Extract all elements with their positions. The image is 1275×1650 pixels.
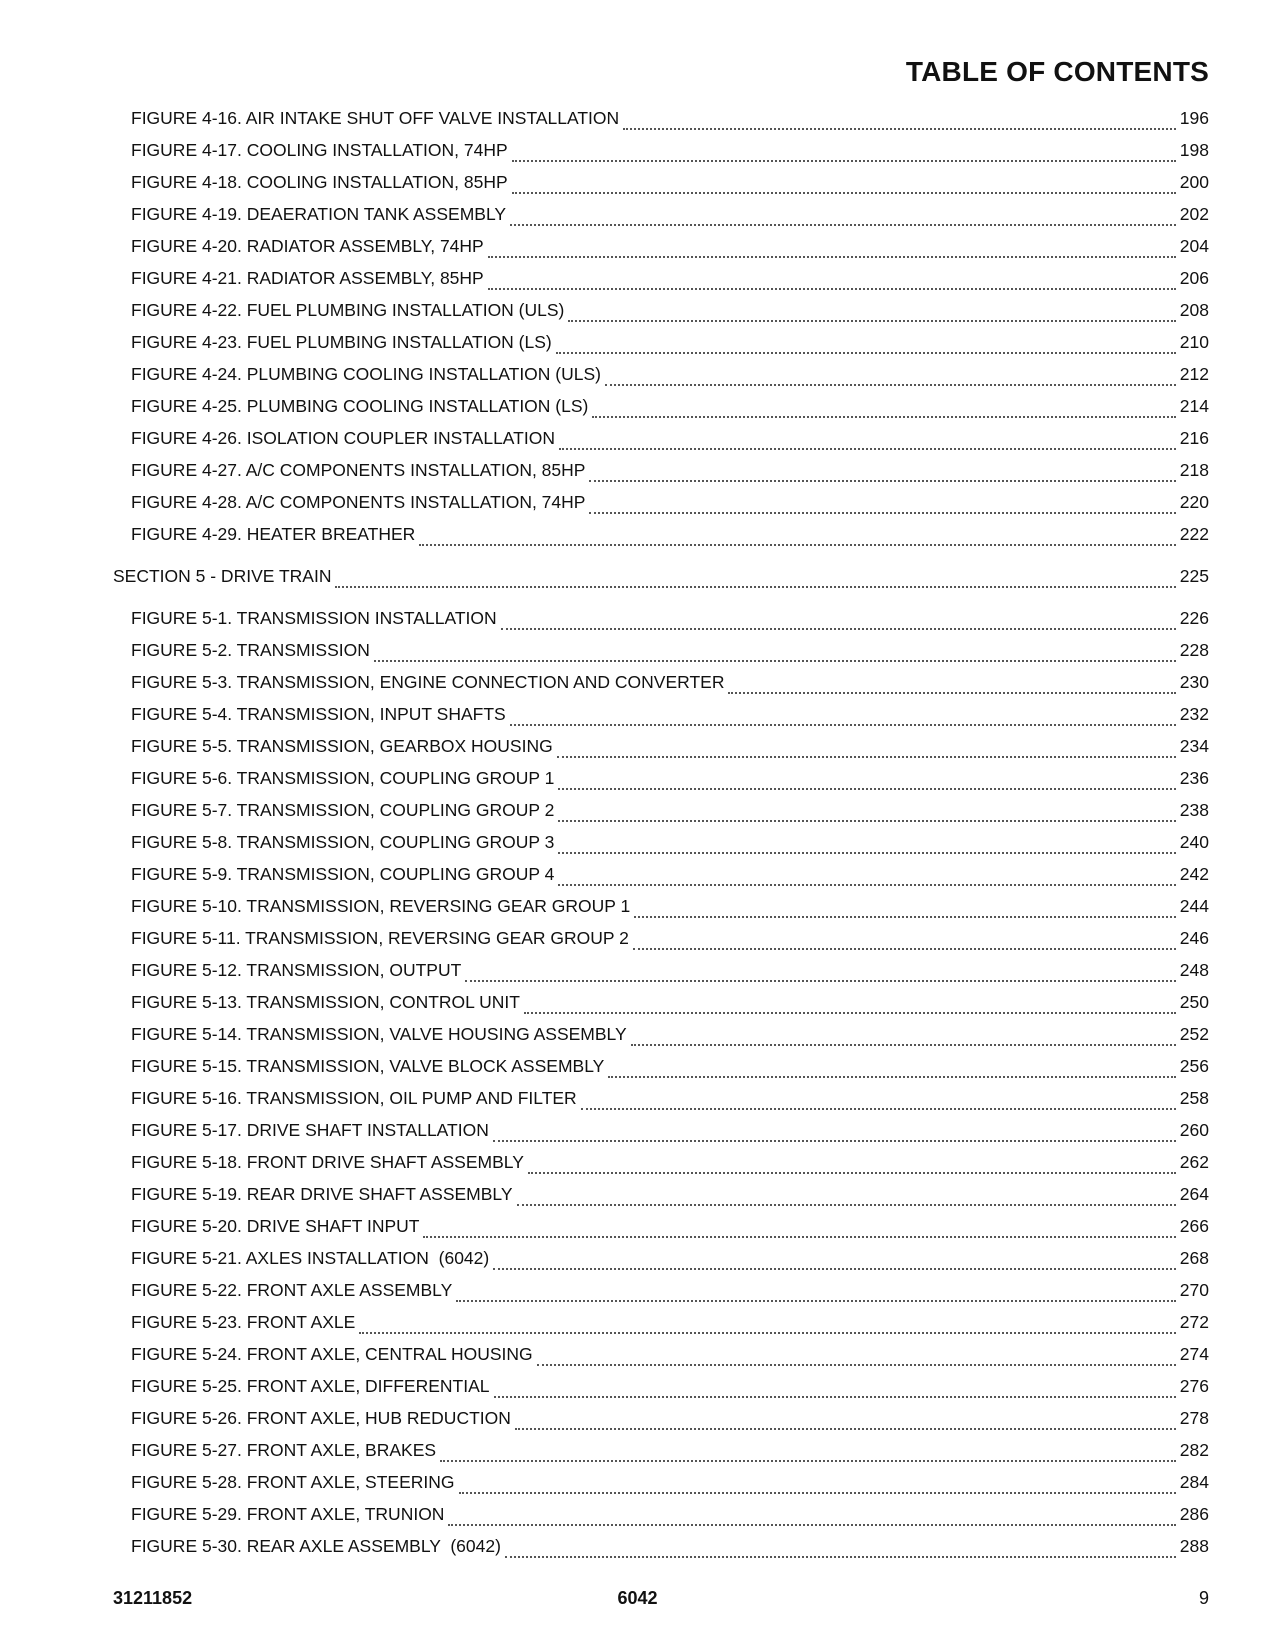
toc-dot-leader <box>524 1012 1176 1014</box>
toc-entry-page: 274 <box>1179 1344 1209 1364</box>
toc-entry-title: FIGURE 5-26. FRONT AXLE, HUB REDUCTION <box>131 1408 511 1428</box>
toc-entry-title: FIGURE 4-27. A/C COMPONENTS INSTALLATION, 85HP <box>131 460 586 480</box>
toc-dot-leader <box>634 916 1176 918</box>
toc-figure-row[interactable] <box>0 864 1275 896</box>
footer-part-number: 31211852 <box>113 1588 193 1608</box>
toc-entry-page: 198 <box>1179 140 1209 160</box>
toc-entry-title: FIGURE 5-18. FRONT DRIVE SHAFT ASSEMBLY <box>131 1152 524 1172</box>
toc-dot-leader <box>459 1492 1176 1494</box>
toc-entry-title: FIGURE 5-23. FRONT AXLE <box>131 1312 356 1332</box>
toc-entry-title: FIGURE 4-18. COOLING INSTALLATION, 85HP <box>131 172 508 192</box>
toc-figure-row[interactable] <box>0 1536 1275 1568</box>
toc-dot-leader <box>512 160 1176 162</box>
toc-figure-row[interactable] <box>0 1120 1275 1152</box>
toc-entry-title: FIGURE 4-16. AIR INTAKE SHUT OFF VALVE INSTALLATION <box>131 108 620 128</box>
toc-entry-title: FIGURE 5-19. REAR DRIVE SHAFT ASSEMBLY <box>131 1184 513 1204</box>
toc-dot-leader <box>335 586 1175 588</box>
toc-entry-title: FIGURE 5-11. TRANSMISSION, REVERSING GEAR GROUP 2 <box>131 928 629 948</box>
footer-page-number: 9 <box>1198 1588 1209 1608</box>
toc-figure-row[interactable] <box>0 672 1275 704</box>
toc-entry-page: 260 <box>1179 1120 1209 1140</box>
toc-figure-row[interactable] <box>0 460 1275 492</box>
toc-figure-row[interactable] <box>0 364 1275 396</box>
toc-dot-leader <box>558 820 1175 822</box>
toc-figure-row[interactable] <box>0 332 1275 364</box>
toc-entry-page: 222 <box>1179 524 1209 544</box>
toc-entry-title: FIGURE 5-27. FRONT AXLE, BRAKES <box>131 1440 437 1460</box>
toc-entry-title: FIGURE 5-10. TRANSMISSION, REVERSING GEAR GROUP 1 <box>131 896 631 916</box>
toc-dot-leader <box>558 788 1175 790</box>
toc-dot-leader <box>456 1300 1176 1302</box>
toc-figure-row[interactable] <box>0 204 1275 236</box>
toc-dot-leader <box>581 1108 1176 1110</box>
toc-entry-title: FIGURE 5-4. TRANSMISSION, INPUT SHAFTS <box>131 704 506 724</box>
toc-figure-row[interactable] <box>0 1216 1275 1248</box>
toc-dot-leader <box>494 1396 1176 1398</box>
toc-entry-title: FIGURE 5-22. FRONT AXLE ASSEMBLY <box>131 1280 453 1300</box>
toc-dot-leader <box>419 544 1176 546</box>
toc-figure-row[interactable] <box>0 1440 1275 1472</box>
toc-entry-title: FIGURE 5-25. FRONT AXLE, DIFFERENTIAL <box>131 1376 490 1396</box>
toc-entry-page: 232 <box>1179 704 1209 724</box>
toc-entry-title: FIGURE 4-29. HEATER BREATHER <box>131 524 416 544</box>
toc-figure-row[interactable] <box>0 140 1275 172</box>
toc-entry-title: FIGURE 4-28. A/C COMPONENTS INSTALLATION, 74HP <box>131 492 586 512</box>
toc-entry-page: 206 <box>1179 268 1209 288</box>
page-title: TABLE OF CONTENTS <box>905 56 1209 87</box>
table-of-contents <box>0 108 1275 1568</box>
toc-dot-leader <box>510 224 1176 226</box>
toc-figure-row[interactable] <box>0 108 1275 140</box>
toc-entry-title: FIGURE 5-8. TRANSMISSION, COUPLING GROUP 3 <box>131 832 555 852</box>
toc-figure-row[interactable] <box>0 1152 1275 1184</box>
toc-dot-leader <box>359 1332 1175 1334</box>
toc-figure-row[interactable] <box>0 1280 1275 1312</box>
toc-figure-row[interactable] <box>0 768 1275 800</box>
toc-dot-leader <box>558 884 1175 886</box>
toc-entry-title: FIGURE 5-20. DRIVE SHAFT INPUT <box>131 1216 420 1236</box>
toc-dot-leader <box>528 1172 1176 1174</box>
toc-section-row[interactable] <box>0 566 1275 598</box>
toc-entry-title: FIGURE 5-5. TRANSMISSION, GEARBOX HOUSING <box>131 736 553 756</box>
toc-figure-row[interactable] <box>0 736 1275 768</box>
toc-dot-leader <box>505 1556 1176 1558</box>
toc-figure-row[interactable] <box>0 640 1275 672</box>
toc-entry-page: 196 <box>1179 108 1209 128</box>
toc-figure-row[interactable] <box>0 1088 1275 1120</box>
toc-dot-leader <box>510 724 1176 726</box>
toc-entry-page: 266 <box>1179 1216 1209 1236</box>
toc-figure-row[interactable] <box>0 1504 1275 1536</box>
toc-dot-leader <box>512 192 1176 194</box>
toc-figure-row[interactable] <box>0 928 1275 960</box>
toc-entry-title: FIGURE 5-7. TRANSMISSION, COUPLING GROUP 2 <box>131 800 555 820</box>
toc-dot-leader <box>728 692 1175 694</box>
toc-entry-title: SECTION 5 - DRIVE TRAIN <box>113 566 332 586</box>
toc-entry-title: FIGURE 5-16. TRANSMISSION, OIL PUMP AND FILTER <box>131 1088 577 1108</box>
toc-entry-page: 256 <box>1179 1056 1209 1076</box>
toc-dot-leader <box>517 1204 1176 1206</box>
toc-entry-page: 244 <box>1179 896 1209 916</box>
toc-dot-leader <box>493 1140 1176 1142</box>
toc-entry-page: 246 <box>1179 928 1209 948</box>
toc-entry-title: FIGURE 5-28. FRONT AXLE, STEERING <box>131 1472 455 1492</box>
toc-entry-page: 242 <box>1179 864 1209 884</box>
toc-figure-row[interactable] <box>0 1344 1275 1376</box>
toc-entry-page: 252 <box>1179 1024 1209 1044</box>
toc-entry-page: 212 <box>1179 364 1209 384</box>
toc-entry-title: FIGURE 5-1. TRANSMISSION INSTALLATION <box>131 608 497 628</box>
toc-figure-row[interactable] <box>0 172 1275 204</box>
toc-entry-page: 250 <box>1179 992 1209 1012</box>
toc-entry-title: FIGURE 4-17. COOLING INSTALLATION, 74HP <box>131 140 508 160</box>
toc-entry-page: 272 <box>1179 1312 1209 1332</box>
toc-entry-page: 204 <box>1179 236 1209 256</box>
toc-entry-page: 218 <box>1179 460 1209 480</box>
toc-entry-title: FIGURE 5-13. TRANSMISSION, CONTROL UNIT <box>131 992 520 1012</box>
toc-entry-page: 286 <box>1179 1504 1209 1524</box>
toc-dot-leader <box>557 756 1176 758</box>
toc-figure-row[interactable] <box>0 524 1275 556</box>
toc-entry-title: FIGURE 4-24. PLUMBING COOLING INSTALLATION (ULS) <box>131 364 601 384</box>
toc-entry-title: FIGURE 5-30. REAR AXLE ASSEMBLY (6042) <box>131 1536 501 1556</box>
toc-entry-title: FIGURE 5-3. TRANSMISSION, ENGINE CONNECTION AND CONVERTER <box>131 672 725 692</box>
toc-dot-leader <box>631 1044 1176 1046</box>
toc-figure-row[interactable] <box>0 1024 1275 1056</box>
toc-entry-page: 258 <box>1179 1088 1209 1108</box>
toc-dot-leader <box>488 256 1176 258</box>
toc-entry-title: FIGURE 4-21. RADIATOR ASSEMBLY, 85HP <box>131 268 484 288</box>
toc-entry-title: FIGURE 5-2. TRANSMISSION <box>131 640 370 660</box>
toc-entry-title: FIGURE 5-24. FRONT AXLE, CENTRAL HOUSING <box>131 1344 533 1364</box>
toc-figure-row[interactable] <box>0 428 1275 460</box>
toc-entry-page: 202 <box>1179 204 1209 224</box>
toc-dot-leader <box>440 1460 1176 1462</box>
toc-dot-leader <box>558 852 1175 854</box>
toc-entry-page: 230 <box>1179 672 1209 692</box>
toc-dot-leader <box>374 660 1176 662</box>
toc-figure-row[interactable] <box>0 1248 1275 1280</box>
toc-figure-row[interactable] <box>0 1376 1275 1408</box>
toc-dot-leader <box>633 948 1176 950</box>
toc-figure-row[interactable] <box>0 268 1275 300</box>
toc-dot-leader <box>501 628 1176 630</box>
toc-dot-leader <box>589 480 1175 482</box>
toc-entry-title: FIGURE 4-22. FUEL PLUMBING INSTALLATION (ULS) <box>131 300 565 320</box>
toc-figure-row[interactable] <box>0 896 1275 928</box>
toc-figure-row[interactable] <box>0 236 1275 268</box>
toc-entry-title: FIGURE 4-25. PLUMBING COOLING INSTALLATION (LS) <box>131 396 589 416</box>
toc-figure-row[interactable] <box>0 960 1275 992</box>
toc-entry-page: 288 <box>1179 1536 1209 1556</box>
toc-entry-page: 225 <box>1179 566 1209 586</box>
toc-entry-page: 236 <box>1179 768 1209 788</box>
toc-entry-title: FIGURE 5-21. AXLES INSTALLATION (6042) <box>131 1248 490 1268</box>
toc-figure-row[interactable] <box>0 1312 1275 1344</box>
toc-figure-row[interactable] <box>0 608 1275 640</box>
toc-entry-page: 270 <box>1179 1280 1209 1300</box>
toc-dot-leader <box>488 288 1176 290</box>
toc-entry-page: 214 <box>1179 396 1209 416</box>
toc-entry-page: 220 <box>1179 492 1209 512</box>
toc-figure-row[interactable] <box>0 800 1275 832</box>
toc-dot-leader <box>556 352 1176 354</box>
toc-entry-page: 238 <box>1179 800 1209 820</box>
toc-figure-row[interactable] <box>0 704 1275 736</box>
toc-dot-leader <box>623 128 1176 130</box>
toc-dot-leader <box>559 448 1176 450</box>
toc-entry-page: 200 <box>1179 172 1209 192</box>
toc-figure-row[interactable] <box>0 492 1275 524</box>
toc-figure-row[interactable] <box>0 1408 1275 1440</box>
toc-entry-page: 262 <box>1179 1152 1209 1172</box>
toc-entry-title: FIGURE 5-17. DRIVE SHAFT INSTALLATION <box>131 1120 489 1140</box>
toc-entry-title: FIGURE 5-29. FRONT AXLE, TRUNION <box>131 1504 445 1524</box>
toc-dot-leader <box>605 384 1176 386</box>
toc-entry-title: FIGURE 4-19. DEAERATION TANK ASSEMBLY <box>131 204 507 224</box>
toc-entry-page: 216 <box>1179 428 1209 448</box>
toc-entry-title: FIGURE 4-26. ISOLATION COUPLER INSTALLATION <box>131 428 555 448</box>
toc-entry-page: 208 <box>1179 300 1209 320</box>
toc-entry-page: 240 <box>1179 832 1209 852</box>
toc-entry-page: 284 <box>1179 1472 1209 1492</box>
toc-entry-title: FIGURE 5-9. TRANSMISSION, COUPLING GROUP 4 <box>131 864 555 884</box>
toc-entry-title: FIGURE 5-14. TRANSMISSION, VALVE HOUSING ASSEMBLY <box>131 1024 627 1044</box>
toc-dot-leader <box>448 1524 1175 1526</box>
toc-dot-leader <box>493 1268 1176 1270</box>
toc-figure-row[interactable] <box>0 1184 1275 1216</box>
toc-entry-title: FIGURE 5-6. TRANSMISSION, COUPLING GROUP 1 <box>131 768 555 788</box>
toc-entry-title: FIGURE 5-12. TRANSMISSION, OUTPUT <box>131 960 462 980</box>
toc-entry-title: FIGURE 4-20. RADIATOR ASSEMBLY, 74HP <box>131 236 484 256</box>
toc-entry-page: 268 <box>1179 1248 1209 1268</box>
toc-dot-leader <box>568 320 1175 322</box>
toc-dot-leader <box>423 1236 1175 1238</box>
toc-dot-leader <box>465 980 1176 982</box>
toc-figure-row[interactable] <box>0 832 1275 864</box>
toc-entry-title: FIGURE 4-23. FUEL PLUMBING INSTALLATION (LS) <box>131 332 552 352</box>
toc-figure-row[interactable] <box>0 300 1275 332</box>
toc-entry-page: 264 <box>1179 1184 1209 1204</box>
toc-entry-page: 228 <box>1179 640 1209 660</box>
toc-dot-leader <box>515 1428 1176 1430</box>
toc-entry-title: FIGURE 5-15. TRANSMISSION, VALVE BLOCK ASSEMBLY <box>131 1056 605 1076</box>
toc-figure-row[interactable] <box>0 992 1275 1024</box>
toc-figure-row[interactable] <box>0 1056 1275 1088</box>
toc-entry-page: 210 <box>1179 332 1209 352</box>
toc-entry-page: 278 <box>1179 1408 1209 1428</box>
toc-entry-page: 226 <box>1179 608 1209 628</box>
toc-dot-leader <box>592 416 1175 418</box>
toc-entry-page: 282 <box>1179 1440 1209 1460</box>
footer-model: 6042 <box>617 1588 658 1608</box>
toc-dot-leader <box>608 1076 1176 1078</box>
toc-entry-page: 248 <box>1179 960 1209 980</box>
toc-figure-row[interactable] <box>0 1472 1275 1504</box>
toc-figure-row[interactable] <box>0 396 1275 428</box>
toc-entry-page: 276 <box>1179 1376 1209 1396</box>
toc-entry-page: 234 <box>1179 736 1209 756</box>
toc-dot-leader <box>537 1364 1176 1366</box>
toc-dot-leader <box>589 512 1175 514</box>
